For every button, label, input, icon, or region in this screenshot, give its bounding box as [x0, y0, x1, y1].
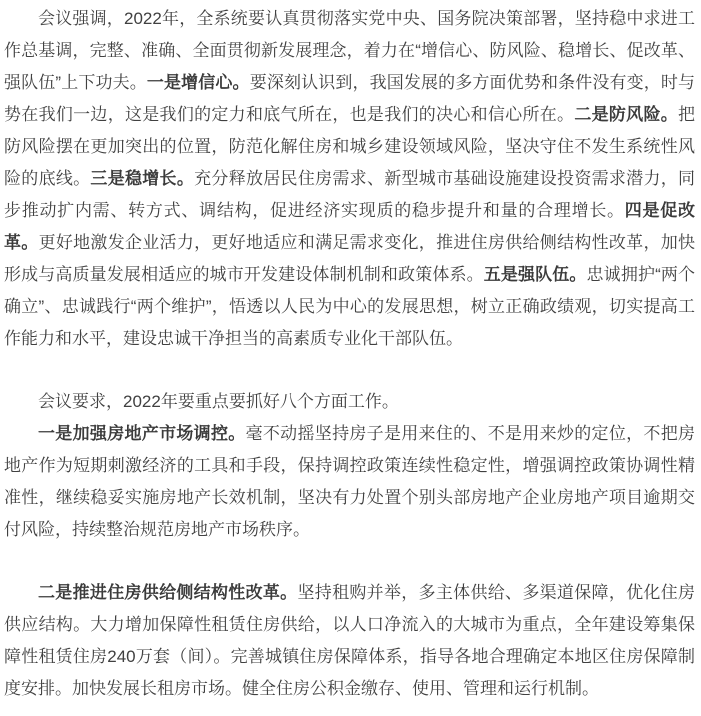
bold-heading-run: 二是防风险。 [574, 105, 679, 124]
bold-heading-run: 一是加强房地产市场调控。 [38, 424, 246, 443]
paragraph [4, 577, 695, 705]
bold-heading-run: 五是强队伍。 [483, 265, 587, 284]
text-run: 更好地激发企业活力，更好地适应和满足需求变化，推进住房供给侧结构性改革，加快形成与高质量发展相适应的城市开发建设体制机制和政策体系。 [4, 233, 696, 284]
paragraph [4, 386, 695, 418]
text-run: 毫不动摇坚持房子是用来住的、不是用来炒的定位，不把房地产作为短期刺激经济的工具和手段，保持调控政策连续性稳定性，增强调控政策协调性精准性，继续稳妥实施房地产长效机制，坚决有力处置个别头部房地产企业房地产项目逾期交付风险，持续整治规范房地产市场秩序。 [4, 424, 696, 539]
text-run: 坚持租购并举，多主体供给、多渠道保障，优化住房供应结构。大力增加保障性租赁住房供给，以人口净流入的大城市为重点，全年建设筹集保障性租赁住房240万套（间）。完善城镇住房保障体系，指导各地合理确定本地区住房保障制度安排。加快发展长租房市场。健全住房公积金缴存、使用、管理和运行机制。 [4, 583, 696, 698]
text-run: 忠诚拥护“两个确立”、忠诚践行“两个维护”，悟透以人民为中心的发展思想，树立正确政绩观，切实提高工作能力和水平，建设忠诚干净担当的高素质专业化干部队伍。 [4, 265, 696, 348]
text-run: 把防风险摆在更加突出的位置，防范化解住房和城乡建设领域风险，坚决守住不发生系统性风险的底线。 [4, 105, 696, 188]
paragraph [4, 418, 695, 546]
bold-heading-run: 一是增信心。 [146, 73, 250, 92]
bold-heading-run: 三是稳增长。 [90, 169, 195, 188]
bold-heading-run: 四是促改革。 [4, 201, 696, 252]
paragraph [4, 3, 695, 355]
text-run: 要深刻认识到，我国发展的多方面优势和条件没有变，时与势在我们一边，这是我们的定力和底气所在，也是我们的决心和信心所在。 [4, 73, 696, 124]
text-run: 会议强调，2022年，全系统要认真贯彻落实党中央、国务院决策部署，坚持稳中求进工作总基调，完整、准确、全面贯彻新发展理念，着力在“增信心、防风险、稳增长、促改革、强队伍”上下功夫。 [4, 9, 695, 92]
bold-heading-run: 二是推进住房供给侧结构性改革。 [38, 583, 298, 602]
text-run: 充分释放居民住房需求、新型城市基础设施建设投资需求潜力，同步推动扩内需、转方式、调结构，促进经济实现质的稳步提升和量的合理增长。 [4, 169, 696, 220]
text-run: 会议要求，2022年要重点要抓好八个方面工作。 [38, 392, 399, 411]
